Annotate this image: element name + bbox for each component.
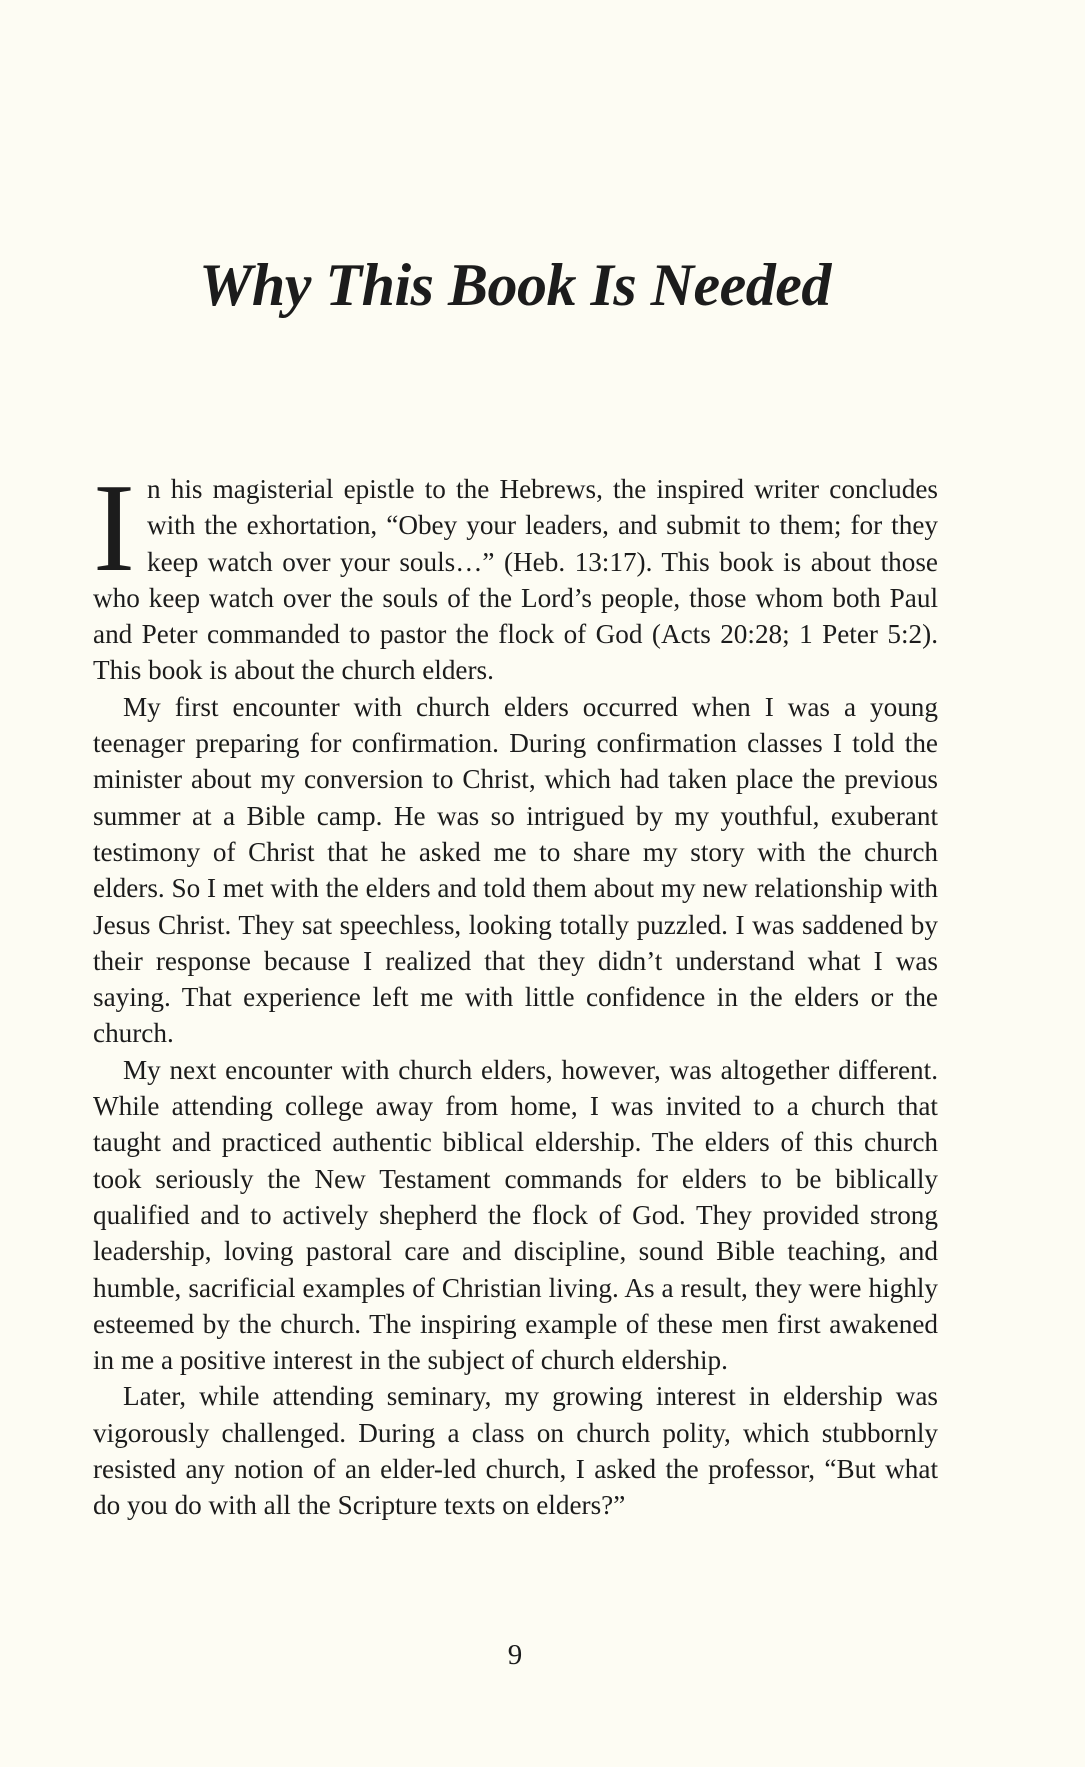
page-number: 9: [507, 1639, 523, 1671]
chapter-title: Why This Book Is Needed: [199, 252, 831, 318]
paragraph-4: Later, while attending seminary, my growing interest in eldership was vigorously challenged. During a class on church polity, which stubbornly resisted any notion of an elder-led church, I asked the professor, “But what do you do with all the Scripture texts on elders?”: [93, 1381, 938, 1521]
drop-cap: I: [93, 459, 135, 598]
body-text: [93, 459, 938, 1524]
paragraph-3: My next encounter with church elders, however, was altogether different. While attending college away from home, I was invited to a church that taught and practiced authentic biblical eldership. The elders of this church took seriously the New Testament commands for elders to be biblically qualified and to actively shepherd the flock of God. They provided strong leadership, loving pastoral care and discipline, sound Bible teaching, and humble, sacrificial examples of Christian living. As a result, they were highly esteemed by the church. The inspiring example of these men first awakened in me a positive interest in the subject of church eldership.: [93, 1054, 938, 1376]
paragraph-1: [93, 459, 938, 689]
paragraph-2: My first encounter with church elders occurred when I was a young teenager preparing for confirmation. During confirmation classes I told the minister about my conversion to Christ, which had taken place the previous summer at a Bible camp. He was so intrigued by my youthful, exuberant testimony of Christ that he asked me to share my story with the church elders. So I met with the elders and told them about my new relationship with Jesus Christ. They sat speechless, looking totally puzzled. I was saddened by their response because I realized that they didn’t understand what I was saying. That experience left me with little confidence in the elders or the church.: [93, 691, 938, 1049]
paragraph-1-text: n his magisterial epistle to the Hebrews, the inspired writer concludes with the exhortation, “Obey your leaders, and submit to them; for they keep watch over your souls…” (Heb. 13:17). This book is about those who keep watch over the souls of the Lord’s people, those whom both Paul and Peter commanded to pastor the flock of God (Acts 20:28; 1 Peter 5:2). This book is about the church elders.: [93, 474, 938, 686]
